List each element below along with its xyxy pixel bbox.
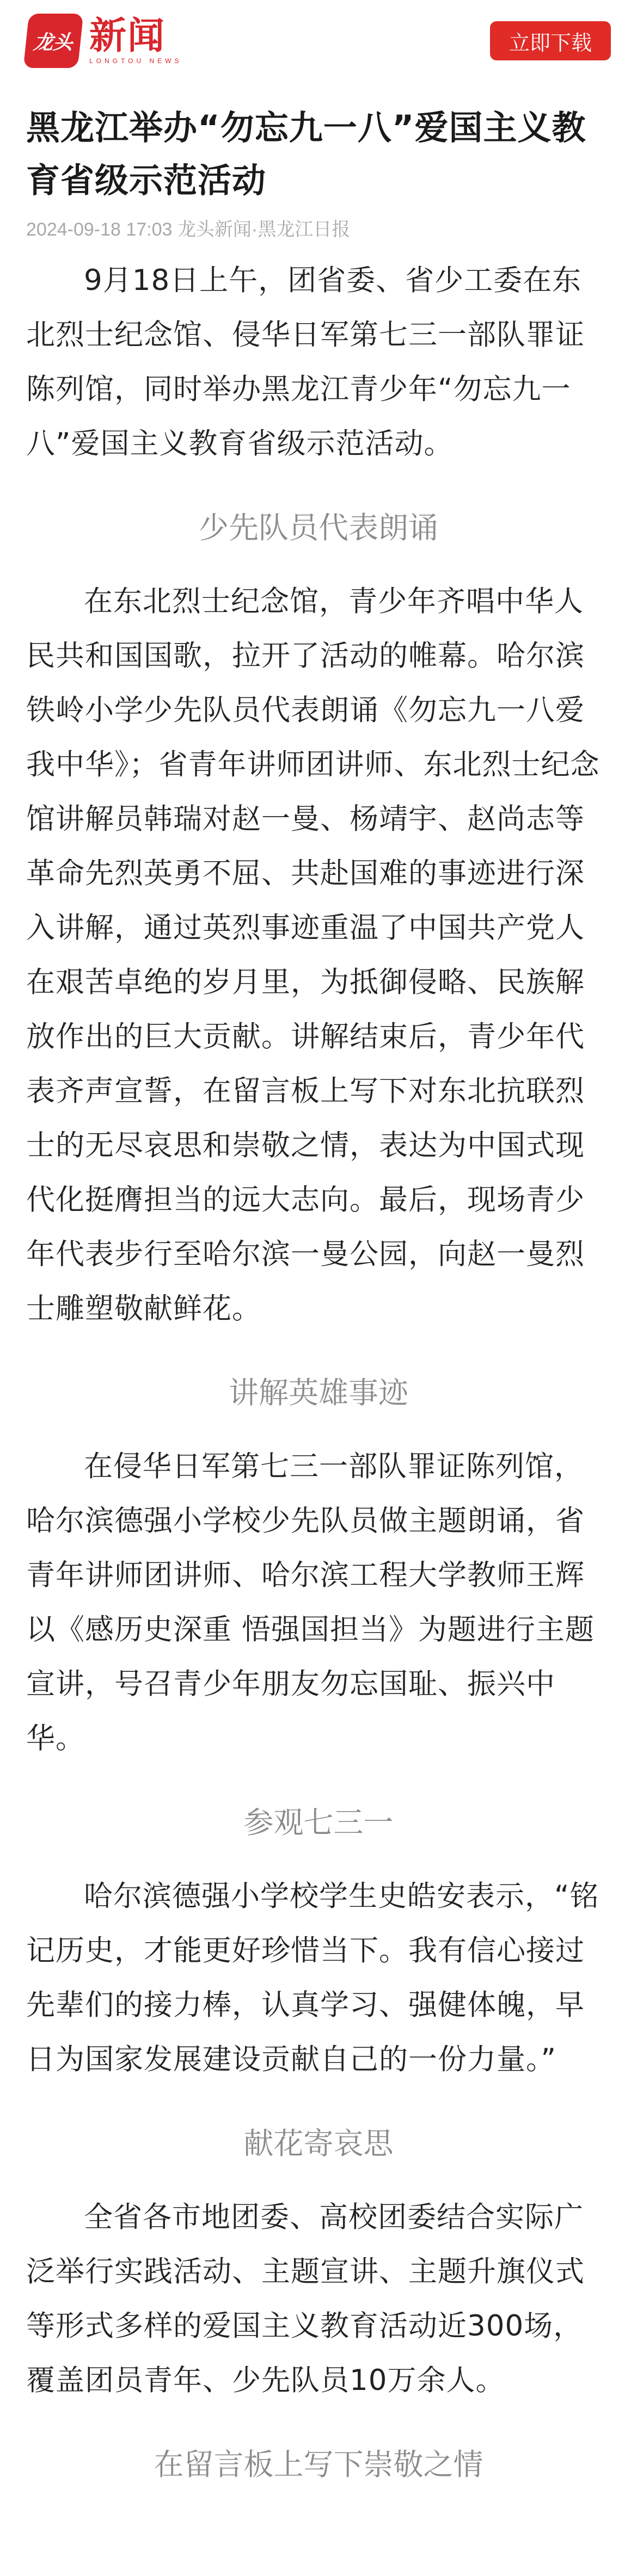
image-caption: 讲解英雄事迹 <box>228 1375 408 1410</box>
article-paragraph: 9月18日上午，团省委、省少工委在东北烈士纪念馆、侵华日军第七三一部队罪证陈列馆，同时举办黑龙江青少年“勿忘九一八”爱国主义教育省级示范活动。 <box>26 264 585 460</box>
download-button[interactable]: 立即下载 <box>490 21 611 60</box>
image-caption: 献花寄哀思 <box>243 2126 394 2161</box>
image-caption: 在留言板上写下崇敬之情 <box>154 2447 483 2482</box>
logo-subtitle: LONGTOU NEWS <box>89 57 182 65</box>
image-caption: 少先队员代表朗诵 <box>198 510 438 545</box>
article-paragraph: 哈尔滨德强小学校学生史皓安表示，“铭记历史，才能更好珍惜当下。我有信心接过先辈们的接力棒，认真学习、强健体魄，早日为国家发展建设贡献自己的一份力量。” <box>26 1880 599 2076</box>
article-paragraph: 在东北烈士纪念馆，青少年齐唱中华人民共和国国歌，拉开了活动的帷幕。哈尔滨铁岭小学少先队员代表朗诵《勿忘九一八爱我中华》；省青年讲师团讲师、东北烈士纪念馆讲解员韩瑞对赵一曼、杨靖宇、赵尚志等革命先烈英勇不屈、共赴国难的事迹进行深入讲解，通过英烈事迹重温了中国共产党人在艰苦卓绝的岁月里，为抵御侵略、民族解放作出的巨大贡献。讲解结束后，青少年代表齐声宣誓，在留言板上写下对东北抗联烈士的无尽哀思和崇敬之情，表达为中国式现代化挺膺担当的远大志向。最后，现场青少年代表步行至哈尔滨一曼公园，向赵一曼烈士雕塑敬献鲜花。 <box>26 585 600 1325</box>
longtou-news-logo[interactable] <box>26 14 182 68</box>
logo-title: 新闻 <box>89 15 166 58</box>
image-caption: 参观七三一 <box>243 1805 394 1840</box>
logo-mark-text: 龙头 <box>32 30 74 54</box>
article-paragraph: 全省各市地团委、高校团委结合实际广泛举行实践活动、主题宣讲、主题升旗仪式等形式多样的爱国主义教育活动近300场，覆盖团员青年、少先队员10万余人。 <box>26 2201 585 2397</box>
article-meta: 2024-09-18 17:03 龙头新闻·黑龙江日报 <box>26 219 351 240</box>
app-header <box>0 0 637 82</box>
article-title: 黑龙江举办“勿忘九一八”爱国主义教育省级示范活动 <box>26 108 586 200</box>
article-body <box>0 82 637 2486</box>
article-paragraph: 在侵华日军第七三一部队罪证陈列馆，哈尔滨德强小学校少先队员做主题朗诵，省青年讲师团讲师、哈尔滨工程大学教师王辉以《感历史深重 悟强国担当》为题进行主题宣讲，号召青少年朋友勿忘国耻、振兴中华。 <box>26 1450 595 1755</box>
logo-badge-icon <box>23 14 84 68</box>
logo-wordmark <box>89 17 182 65</box>
